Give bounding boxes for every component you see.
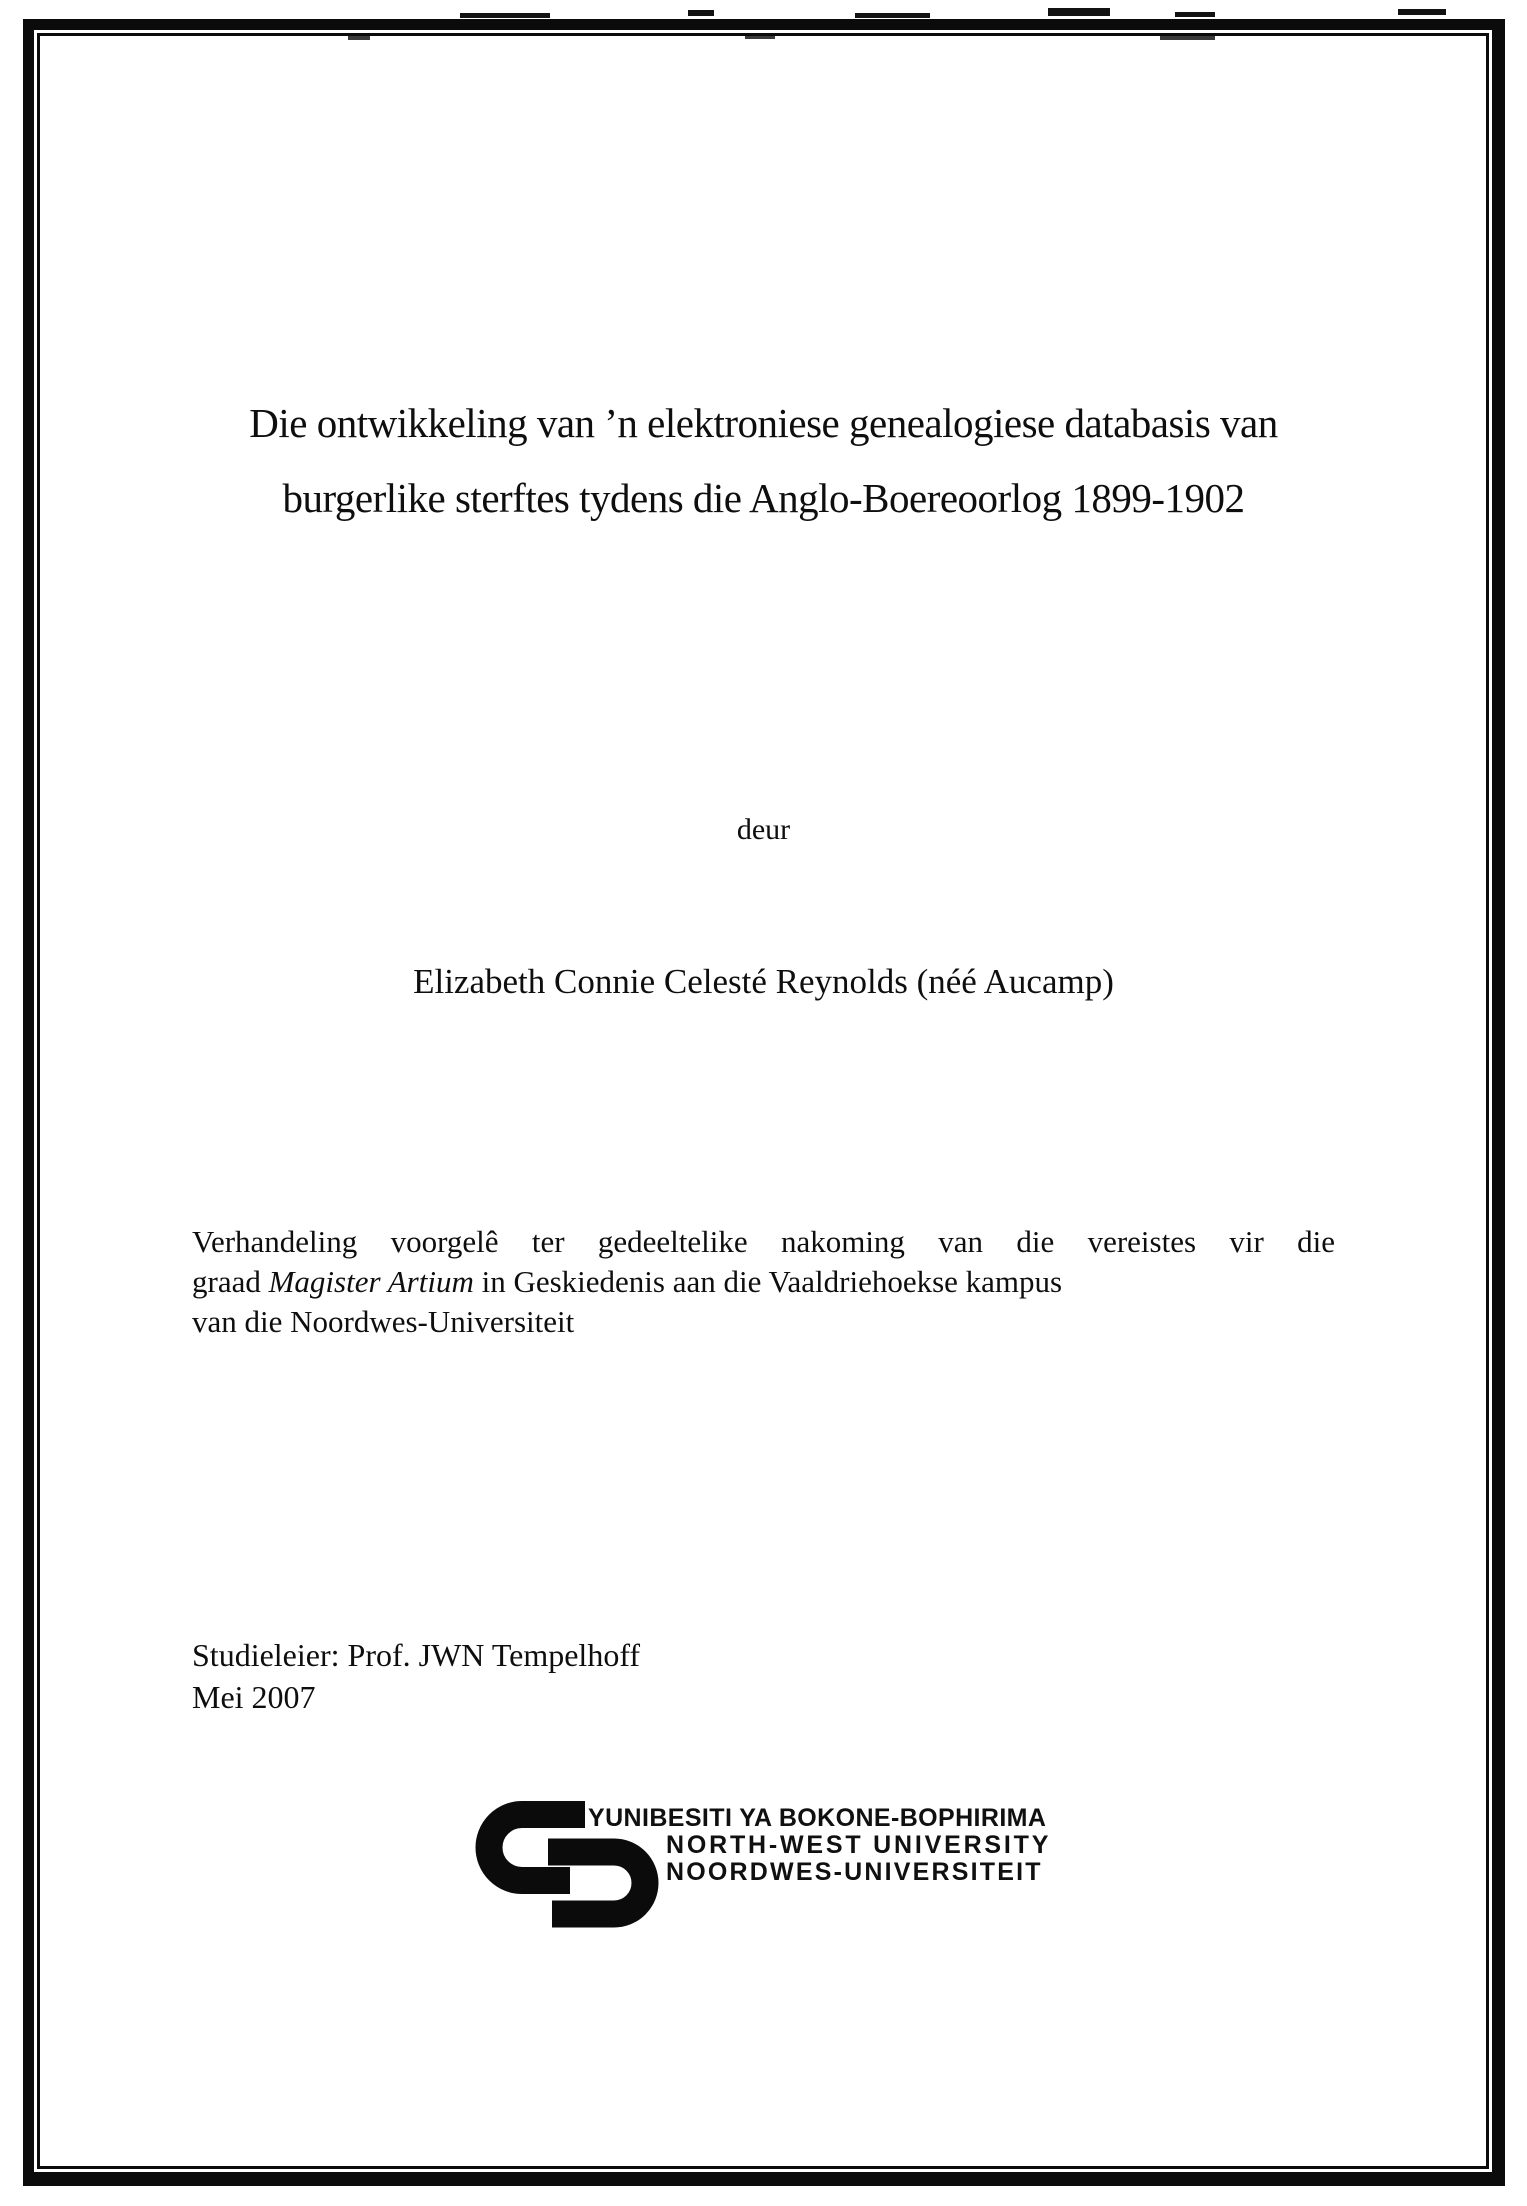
degree-statement-line-2 — [192, 1262, 1335, 1302]
scan-artifact-dash — [1175, 12, 1215, 17]
university-name-afrikaans: NOORDWES-UNIVERSITEIT — [666, 1858, 1043, 1886]
degree-statement-line-3: van die Noordwes-Universiteit — [192, 1304, 575, 1339]
scan-artifact-dash — [688, 10, 714, 16]
degree-name-italic: Magister Artium — [268, 1264, 474, 1299]
degree-statement — [192, 1222, 1335, 1342]
degree-statement-line-2-prefix: graad — [192, 1264, 269, 1299]
author-name: Elizabeth Connie Celesté Reynolds (néé Aucamp) — [413, 962, 1114, 1001]
scan-artifact-dash — [460, 13, 550, 18]
thesis-title-line-2: burgerlike sterftes tydens die Anglo-Boereoorlog 1899-1902 — [282, 475, 1245, 521]
degree-statement-line-2-suffix: in Geskiedenis aan die Vaaldriehoekse kampus — [473, 1264, 1063, 1299]
university-wordmark — [588, 1805, 1051, 1886]
date-line: Mei 2007 — [192, 1679, 316, 1715]
thesis-title-line-1: Die ontwikkeling van ’n elektroniese genealogiese databasis van — [249, 400, 1278, 446]
thesis-title — [0, 386, 1527, 536]
degree-statement-line-1: Verhandeling voorgelê ter gedeeltelike nakoming van die vereistes vir die — [192, 1224, 1335, 1259]
scan-artifact-dash — [1398, 9, 1446, 15]
scan-artifact-dash — [1048, 8, 1110, 16]
university-name-english: NORTH-WEST UNIVERSITY — [666, 1831, 1052, 1859]
byline-label: deur — [736, 813, 791, 846]
scan-artifact-dash — [855, 13, 930, 18]
university-name-setswana: YUNIBESITI YA BOKONE-BOPHIRIMA — [588, 1804, 1047, 1832]
supervisor-block — [192, 1634, 1092, 1718]
supervisor-line: Studieleier: Prof. JWN Tempelhoff — [192, 1637, 641, 1673]
